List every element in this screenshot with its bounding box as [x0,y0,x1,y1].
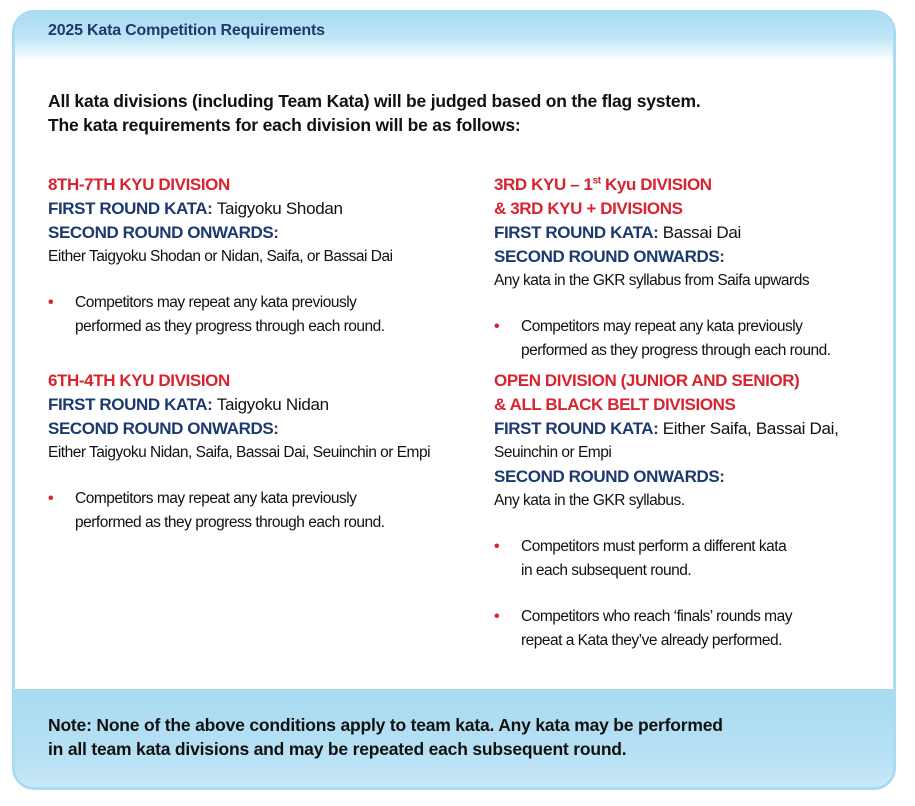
division-title-part: Kyu DIVISION [600,175,712,194]
first-round-value: Taigyoku Nidan [216,395,329,414]
bullet-line: performed as they progress through each round. [75,514,385,531]
note-footer [15,689,893,790]
second-round-value: Any kata in the GKR syllabus. [494,492,685,509]
division-open-black-belt [494,369,894,653]
division-title-line-2: & 3RD KYU + DIVISIONS [494,199,683,218]
bullet-line: performed as they progress through each round. [75,318,385,335]
right-column [494,173,894,686]
division-8th-7th-kyu [48,173,448,339]
bullet-icon: • [48,294,54,311]
bullet-text [521,535,894,583]
bullet-icon: • [494,538,500,555]
bullet-list [48,487,448,535]
note-text [48,713,723,761]
first-round-kata [48,393,448,417]
division-3rd-1st-kyu [494,173,894,363]
first-round-kata [494,221,894,245]
intro-line-1: All kata divisions (including Team Kata) will be judged based on the flag system. [48,91,701,111]
first-round-value-line-2: Seuinchin or Empi [494,444,612,461]
bullet-text [75,291,448,339]
bullet-list [494,535,894,653]
first-round-kata [494,417,894,441]
bullet-line: repeat a Kata they’ve already performed. [521,632,782,649]
division-title-part: 3RD KYU – 1 [494,175,593,194]
bullet-text [521,605,894,653]
list-item [48,487,448,535]
first-round-value: Either Saifa, Bassai Dai, [662,419,839,438]
first-round-label: FIRST ROUND KATA: [48,199,213,218]
note-line-1: Note: None of the above conditions apply to team kata. Any kata may be performed [48,715,723,735]
bullet-text [75,487,448,535]
second-round-value: Either Taigyoku Shodan or Nidan, Saifa, or Bassai Dai [48,248,393,265]
bullet-line: Competitors may repeat any kata previously [75,294,357,311]
first-round-label: FIRST ROUND KATA: [494,223,659,242]
second-round-label: SECOND ROUND ONWARDS: [48,419,279,438]
second-round-label: SECOND ROUND ONWARDS: [494,247,725,266]
requirements-card [12,10,896,790]
intro-line-2: The kata requirements for each division will be as follows: [48,115,521,135]
division-title [494,173,894,197]
first-round-value: Bassai Dai [662,223,742,242]
first-round-label: FIRST ROUND KATA: [48,395,213,414]
list-item [494,605,894,653]
division-title: OPEN DIVISION (JUNIOR AND SENIOR) [494,371,800,390]
first-round-label: FIRST ROUND KATA: [494,419,659,438]
bullet-list [48,291,448,339]
bullet-icon: • [48,490,54,507]
bullet-line: in each subsequent round. [521,562,692,579]
division-title: 8TH-7TH KYU DIVISION [48,175,230,194]
first-round-value: Taigyoku Shodan [216,199,343,218]
note-line-2: in all team kata divisions and may be repeated each subsequent round. [48,739,627,759]
bullet-icon: • [494,318,500,335]
list-item [494,535,894,583]
page-title: 2025 Kata Competition Requirements [48,22,325,39]
bullet-icon: • [494,608,500,625]
second-round-value: Any kata in the GKR syllabus from Saifa upwards [494,272,810,289]
division-6th-4th-kyu [48,369,448,535]
second-round-label: SECOND ROUND ONWARDS: [48,223,279,242]
list-item [494,315,894,363]
bullet-list [494,315,894,363]
bullet-text [521,315,894,363]
left-column [48,173,448,568]
list-item [48,291,448,339]
division-title-line-2: & ALL BLACK BELT DIVISIONS [494,395,736,414]
bullet-line: performed as they progress through each round. [521,342,831,359]
second-round-label: SECOND ROUND ONWARDS: [494,467,725,486]
bullet-line: Competitors must perform a different kata [521,538,787,555]
bullet-line: Competitors may repeat any kata previously [521,318,803,335]
first-round-kata [48,197,448,221]
intro-text [48,89,868,137]
card-header [15,13,893,61]
division-title-sup: st [592,175,601,187]
second-round-value: Either Taigyoku Nidan, Saifa, Bassai Dai, Seuinchin or Empi [48,444,431,461]
division-title: 6TH-4TH KYU DIVISION [48,371,230,390]
bullet-line: Competitors may repeat any kata previously [75,490,357,507]
bullet-line: Competitors who reach ‘finals’ rounds may [521,608,792,625]
